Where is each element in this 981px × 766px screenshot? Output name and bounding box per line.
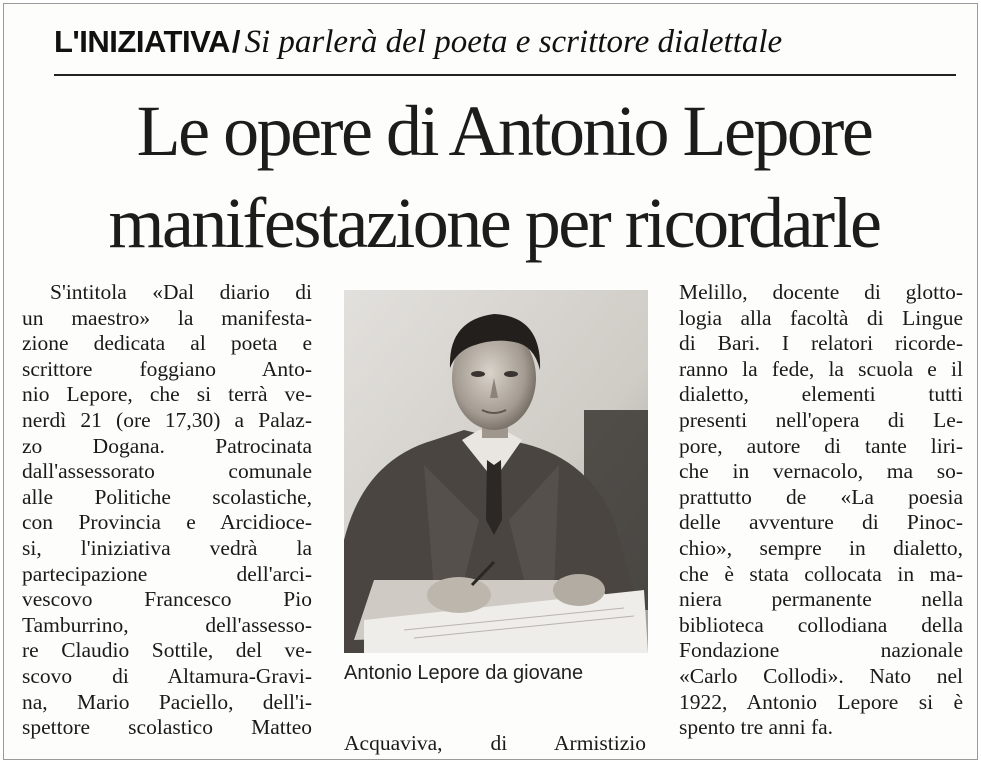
text-line: partecipazione dell'arci-	[22, 561, 312, 586]
kicker-rule	[54, 74, 956, 76]
text-line: con Provincia e Arcidioce-	[22, 510, 312, 535]
text-line: «Carlo Collodi». Nato nel	[679, 663, 963, 688]
newspaper-clipping	[3, 3, 978, 760]
text-line: dall'assessorato comunale	[22, 459, 312, 484]
article-column-1	[22, 280, 312, 741]
text-line: re Claudio Sottile, del ve-	[22, 638, 312, 663]
text-line: spento tre anni fa.	[679, 715, 834, 740]
kicker-subtitle: Si parlerà del poeta e scrittore dialettale	[244, 24, 783, 60]
text-line: chio», sempre in dialetto,	[679, 535, 963, 560]
text-line: Fondazione nazionale	[679, 638, 963, 663]
text-line: nerdì 21 (ore 17,30) a Palaz-	[22, 407, 312, 432]
text-line: prattutto de «La poesia	[679, 484, 963, 509]
headline-line-1: Le opere di Antonio Lepore	[136, 91, 872, 171]
text-line: un maestro» la manifesta-	[22, 305, 312, 330]
photo-caption: Antonio Lepore da giovane	[344, 662, 584, 684]
text-line: nio Lepore, che si terrà ve-	[22, 382, 312, 407]
portrait-illustration	[344, 290, 648, 653]
text-line: biblioteca collodiana della	[679, 612, 963, 637]
text-line: vescovo Francesco Pio	[22, 587, 312, 612]
section-label: L'INIZIATIVA	[54, 24, 230, 59]
text-line: Tamburrino, dell'assesso-	[22, 612, 312, 637]
text-line: dialetto, elementi tutti	[679, 382, 963, 407]
text-line: ranno la fede, la scuola e il	[679, 356, 963, 381]
article-column-3	[679, 280, 963, 741]
text-line: presenti nell'opera di Le-	[679, 407, 963, 432]
text-line: Acquaviva, di Armistizio	[344, 730, 646, 755]
text-line: niera permanente nella	[679, 587, 963, 612]
text-line: S'intitola «Dal diario di	[50, 280, 312, 304]
text-line: zione dedicata al poeta e	[22, 331, 312, 356]
text-line: zo Dogana. Patrocinata	[22, 433, 312, 458]
text-line: spettore scolastico Matteo	[22, 715, 312, 740]
text-line: 1922, Antonio Lepore si è	[679, 689, 963, 714]
text-line: che in vernacolo, ma so-	[679, 459, 963, 484]
text-line: pore, autore di tante liri-	[679, 433, 963, 458]
text-line: scrittore foggiano Anto-	[22, 356, 312, 381]
text-line: logia alla facoltà di Lingue	[679, 305, 963, 330]
headline-line-2: manifestazione per ricordarle	[108, 183, 880, 263]
text-line: delle avventure di Pinoc-	[679, 510, 963, 535]
portrait-photo	[344, 290, 648, 653]
text-line: scovo di Altamura-Gravi-	[22, 663, 312, 688]
text-line: che è stata collocata in ma-	[679, 561, 963, 586]
kicker-separator: /	[231, 24, 241, 59]
text-line: di Bari. I relatori ricorde-	[679, 331, 963, 356]
kicker	[54, 24, 954, 70]
text-line: si, l'iniziativa vedrà la	[22, 535, 312, 560]
text-line: alle Politiche scolastiche,	[22, 484, 312, 509]
text-line: na, Mario Paciello, dell'i-	[22, 689, 312, 714]
text-line: Melillo, docente di glotto-	[679, 280, 963, 304]
